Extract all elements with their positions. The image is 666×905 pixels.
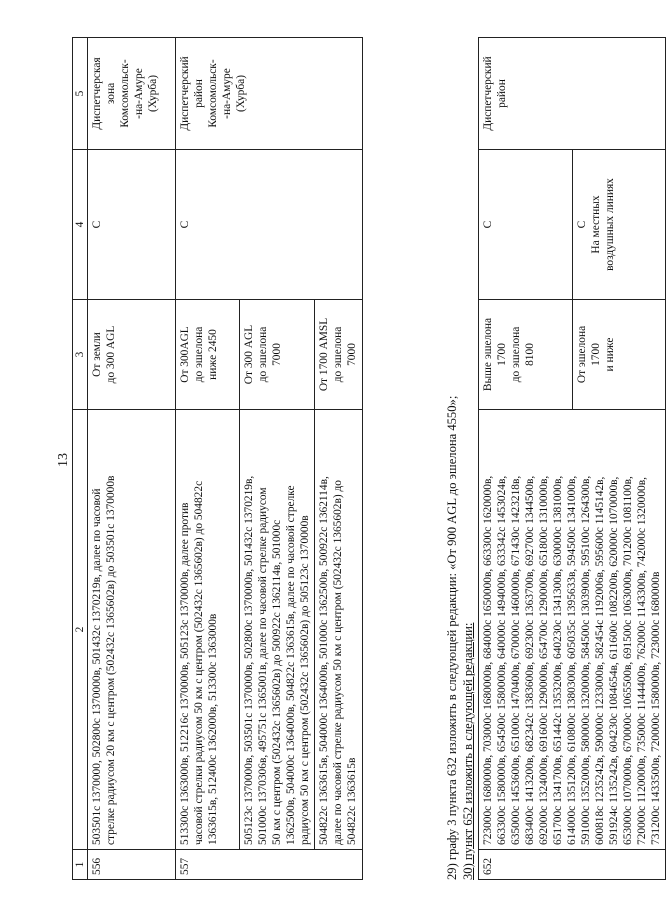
airspace-class: С На местных воздушных линиях: [573, 150, 666, 300]
row-number: 557: [176, 850, 363, 880]
header-cell: 5: [73, 38, 88, 150]
table-header-row: [73, 38, 88, 880]
route-coordinates: 513300с 1363000в, 512216с 1370000в, 505123с 1370000в, далее против часовой стрелки радиусом 50 км с центром (502432с 1365602в) до 504822с 1363615в, 512400с 1362000в, 513300с 1363000в: [176, 410, 240, 850]
airspace-unit: Диспетчерский район Комсомольск- -на-Амуре (Хурба): [176, 38, 363, 150]
airspace-class: С: [479, 150, 573, 300]
header-cell: 4: [73, 150, 88, 300]
header-cell: 2: [73, 410, 88, 850]
airspace-class: С: [88, 150, 176, 300]
airspace-table-2: [478, 37, 666, 880]
header-cell: 1: [73, 850, 88, 880]
airspace-table-1: [72, 37, 363, 880]
height-limits: От 300AGL до эшелона ниже 2450: [176, 300, 240, 410]
header-cell: 3: [73, 300, 88, 410]
height-limits: От 300 AGL до эшелона 7000: [240, 300, 315, 410]
height-limits: Выше эшелона 1700 до эшелона 8100: [479, 300, 573, 410]
document-page: [50, 30, 662, 890]
height-limits: От земли до 300 AGL: [88, 300, 176, 410]
row-number: 652: [479, 850, 666, 880]
amendment-item-30: 30) пункт 652 изложить в следующей редакции:: [461, 622, 475, 880]
route-coordinates: 505123с 1370000в, 503501с 1370000в, 502800с 1370000в, 501432с 1370219в, 501000с 1370306в, 495751с 1365001в, далее по часовой стрелке радиусом 50 км с центром (502432с 1365602в) до 500922с 1362114в, 501000с 1362500в, 504000с 1364000в, 504822с 1363615в, далее по часовой стрелке радиусом 50 км с центром (502432с 1365602в) до 505123с 1370000в: [240, 410, 315, 850]
page-number: 13: [56, 453, 71, 467]
route-coordinates: 504822с 1363615в, 504000с 1364000в, 501000с 1362500в, 500922с 1362114в, далее по часовой стрелке радиусом 50 км с центром (502432с 1365602в) до 504822с 1363615в: [315, 410, 363, 850]
airspace-class: С: [176, 150, 363, 300]
row-number: 556: [88, 850, 176, 880]
amendment-item-29: 29) графу 3 пункта 632 изложить в следующей редакции: «От 900 AGL до эшелона 4550»;: [445, 395, 459, 880]
height-limits: От 1700 AMSL до эшелона 7000: [315, 300, 363, 410]
table-row: [176, 38, 240, 880]
route-coordinates: 503501с 1370000, 502800с 1370000в, 501432с 1370219в, далее по часовой стрелке радиусом 20 км с центром (502432с 1365602в) до 503501с 1370000в: [88, 410, 176, 850]
height-limits: От эшелона 1700 и ниже: [573, 300, 666, 410]
airspace-unit: Диспетчерский район: [479, 38, 666, 150]
table-row: [88, 38, 176, 880]
airspace-unit: Диспетчерская зона Комсомольск- -на-Амуре (Хурба): [88, 38, 176, 150]
route-coordinates: 723000с 1680000в, 703000с 1680000в, 684000с 1650000в, 663300с 1620000в, 663300с 1580000в, 654500с 1580000в, 640000с 1494000в, 633342с 1453024в, 635000с 1453600в, 651000с 1470400в, 670000с 1460000в, 671430с 1423218в, 683400с 1413200в, 682342с 1383600в, 692300с 1363700в, 692700с 1344500в, 692000с 1324000в, 691600с 1290000в, 654700с 1290000в, 651800с 1310000в, 651700с 1341700в, 651442с 1353200в, 640230с 1341300в, 630000с 1381000в, 614000с 1351200в, 610800с 1380300в, 605035с 1395633в, 594500с 1341000в, 591000с 1352000в, 580000с 1320000в, 584500с 1303900в, 595100с 1264300в, 600818с 1235242в, 590000с 1233000в, 582454с 1192006в, 595600с 1145142в, 591924с 1135242в, 604230с 1084654в, 611600с 1082200в, 620000с 1070000в, 653000с 1070000в, 670000с 1065500в, 691500с 1063000в, 701200с 1081100в, 720000с 1120000в, 735000с 1144400в, 762000с 1143300в, 742000с 1320000в, 731200с 1433500в, 720000с 1580000в, 723000с 1680000в: [479, 410, 666, 850]
table-row: [479, 38, 573, 880]
